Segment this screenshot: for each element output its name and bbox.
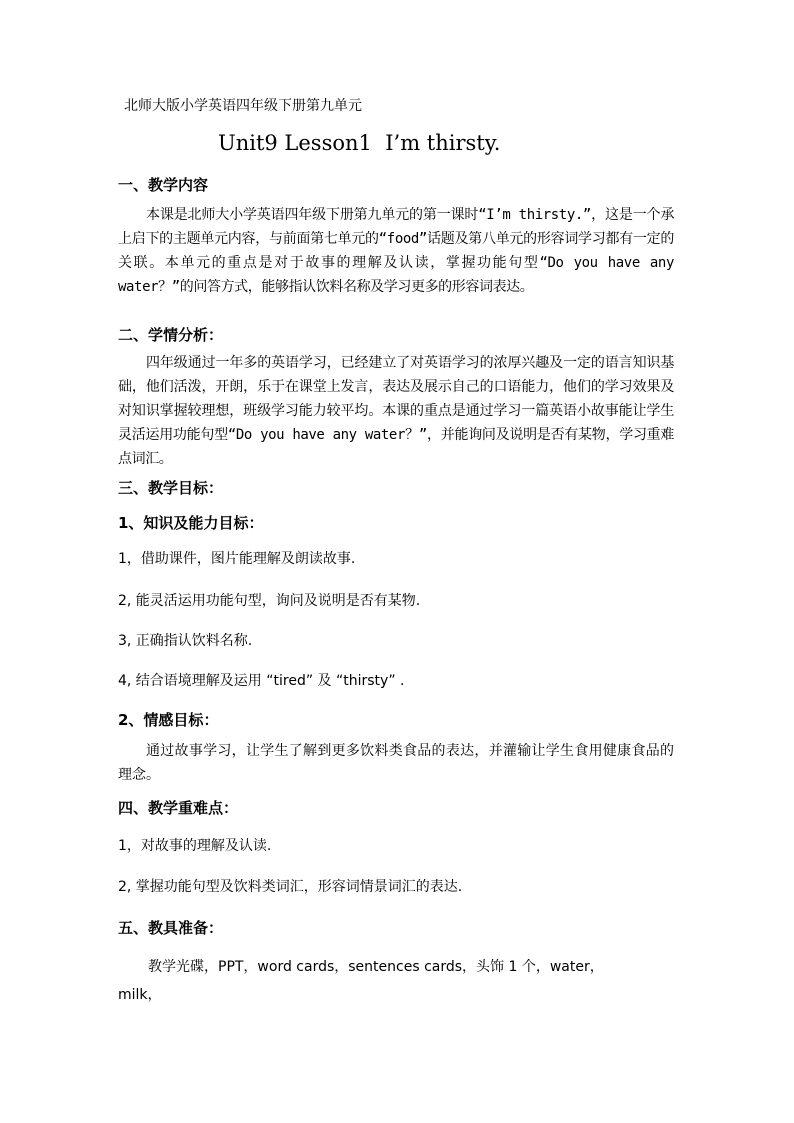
- heading-emotion-goals: 2、情感目标：: [118, 711, 219, 729]
- paragraph-materials: 教学光碟，PPT，word cards，sentences cards，头饰 1 个，water，milk，: [118, 959, 604, 1003]
- heading-key-points: 四、教学重难点：: [118, 799, 239, 817]
- key-point-item: 2, 掌握功能句型及饮料类词汇，形容词情景词汇的表达.: [118, 879, 463, 895]
- heading-materials: 五、教具准备：: [118, 919, 224, 937]
- document-subtitle: 北师大版小学英语四年级下册第九单元: [124, 98, 362, 114]
- knowledge-goal-item: 1，借助课件，图片能理解及朗读故事.: [118, 551, 356, 567]
- heading-student-analysis: 二、学情分析：: [118, 326, 224, 344]
- knowledge-goal-item: 3, 正确指认饮料名称.: [118, 633, 253, 649]
- heading-teaching-goals: 三、教学目标：: [118, 479, 224, 497]
- knowledge-goal-item: 4, 结合语境理解及运用 “tired” 及 “thirsty” .: [118, 673, 405, 689]
- paragraph-teaching-content: 本课是北师大小学英语四年级下册第九单元的第一课时“I’m thirsty.”，这是一个承上启下的主题单元内容，与前面第七单元的“food”话题及第八单元的形容词学习都有一定的关联。本单元的重点是对于故事的理解及认读，掌握功能句型“Do you have any water？”的问答方式，能够指认饮料名称及学习更多的形容词表达。: [118, 207, 674, 295]
- key-point-item: 1，对故事的理解及认读.: [118, 838, 272, 854]
- document-title: Unit9 Lesson1 I’m thirsty.: [218, 131, 501, 155]
- heading-knowledge-goals: 1、知识及能力目标：: [118, 514, 264, 532]
- paragraph-emotion-goals: 通过故事学习，让学生了解到更多饮料类食品的表达，并灌输让学生食用健康食品的理念。: [118, 743, 674, 783]
- paragraph-student-analysis: 四年级通过一年多的英语学习，已经建立了对英语学习的浓厚兴趣及一定的语言知识基础，他们活泼，开朗，乐于在课堂上发言，表达及展示自己的口语能力，他们的学习效果及对知识掌握较理想，班级学习能力较平均。本课的重点是通过学习一篇英语小故事能让学生灵活运用功能句型“Do you have any water？”，并能询问及说明是否有某物，学习重难点词汇。: [118, 355, 674, 467]
- heading-teaching-content: 一、教学内容: [118, 176, 209, 194]
- knowledge-goal-item: 2, 能灵活运用功能句型，询问及说明是否有某物.: [118, 593, 421, 609]
